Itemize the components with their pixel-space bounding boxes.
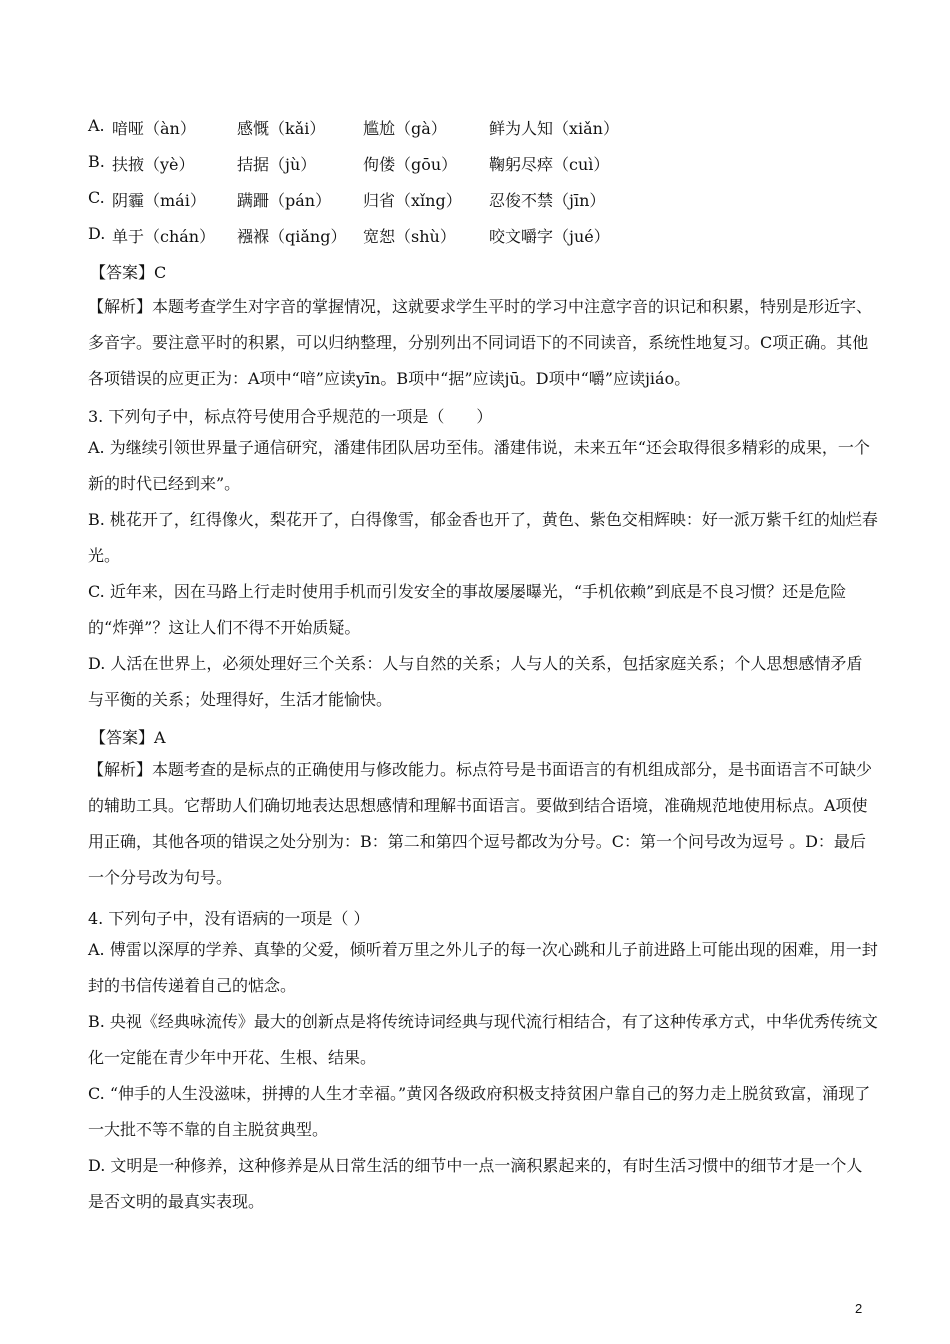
word-item: 蹒跚（pán） <box>237 191 332 210</box>
q3-option-c: C. 近年来，因在马路上行走时使用手机而引发安全的事故屡屡曝光，“手机依赖”到底是不良习惯？还是危险的“炸弹”？这让人们不得不开始质疑。 <box>88 582 847 637</box>
word-item: 忍俊不禁（jīn） <box>489 191 606 210</box>
q3-option-b: B. 桃花开了，红得像火，梨花开了，白得像雪，郁金香也开了，黄色、紫色交相辉映：好一派万紫千红的灿烂春光。 <box>88 510 878 565</box>
word-item: 襁褓（qiǎng） <box>237 227 347 246</box>
word-item: 单于（chán） <box>112 227 216 246</box>
word-item: 佝偻（gōu） <box>363 155 458 174</box>
word-item: 喑哑（àn） <box>112 119 196 138</box>
word-item: 咬文嚼字（jué） <box>489 227 610 246</box>
word-item: 宽恕（shù） <box>363 227 456 246</box>
option-label: A. <box>88 116 105 135</box>
q4-option-d: D. 文明是一种修养，这种修养是从日常生活的细节中一点一滴积累起来的，有时生活习惯中的细节才是一个人是否文明的最真实表现。 <box>88 1156 863 1211</box>
word-item: 鞠躬尽瘁（cuì） <box>489 155 610 174</box>
page-number: 2 <box>855 1301 863 1316</box>
q3-option-a: A. 为继续引领世界量子通信研究，潘建伟团队居功至伟。潘建伟说，未来五年“还会取得很多精彩的成果，一个新的时代已经到来”。 <box>88 438 870 493</box>
word-item: 拮据（jù） <box>237 155 317 174</box>
q3-stem: 3. 下列句子中，标点符号使用合乎规范的一项是（ ） <box>88 407 493 426</box>
word-item: 尴尬（gà） <box>363 119 447 138</box>
word-item: 鲜为人知（xiǎn） <box>489 119 619 138</box>
word-item: 归省（xǐng） <box>363 191 462 210</box>
q3-option-d: D. 人活在世界上，必须处理好三个关系：人与自然的关系；人与人的关系，包括家庭关系；个人思想感情矛盾与平衡的关系；处理得好，生活才能愉快。 <box>88 654 863 709</box>
q3-analysis: 【解析】本题考查的是标点的正确使用与修改能力。标点符号是书面语言的有机组成部分，是书面语言不可缺少的辅助工具。它帮助人们确切地表达思想感情和理解书面语言。要做到结合语境，准确规范地使用标点。A项使用正确，其他各项的错误之处分别为：B：第二和第四个逗号都改为分号。C：第一个问号改为逗号 。D：最后一个分号改为句号。 <box>88 760 873 887</box>
option-label: B. <box>88 152 105 171</box>
q4-option-a: A. 傅雷以深厚的学养、真挚的父爱，倾听着万里之外儿子的每一次心跳和儿子前进路上可能出现的困难，用一封封的书信传递着自己的惦念。 <box>88 940 878 995</box>
q3-answer: 【答案】A <box>90 728 166 747</box>
word-item: 感慨（kǎi） <box>237 119 326 138</box>
q2-analysis: 【解析】本题考查学生对字音的掌握情况，这就要求学生平时的学习中注意字音的识记和积累，特别是形近字、多音字。要注意平时的积累，可以归纳整理，分别列出不同词语下的不同读音，系统性地复习。C项正确。其他各项错误的应更正为：A项中“喑”应读yīn。B项中“据”应读jū。D项中“嚼”应读jiáo。 <box>88 297 873 388</box>
word-item: 阴霾（mái） <box>112 191 206 210</box>
q4-option-c: C. “伸手的人生没滋味，拼搏的人生才幸福。”黄冈各级政府积极支持贫困户靠自己的努力走上脱贫致富，涌现了一大批不等不靠的自主脱贫典型。 <box>88 1084 871 1139</box>
word-item: 扶掖（yè） <box>112 155 195 174</box>
option-label: C. <box>88 188 105 207</box>
q4-option-b: B. 央视《经典咏流传》最大的创新点是将传统诗词经典与现代流行相结合，有了这种传承方式，中华优秀传统文化一定能在青少年中开花、生根、结果。 <box>88 1012 878 1067</box>
option-label: D. <box>88 224 106 243</box>
q4-stem: 4. 下列句子中，没有语病的一项是（ ） <box>88 909 370 928</box>
q2-answer: 【答案】C <box>90 263 167 282</box>
